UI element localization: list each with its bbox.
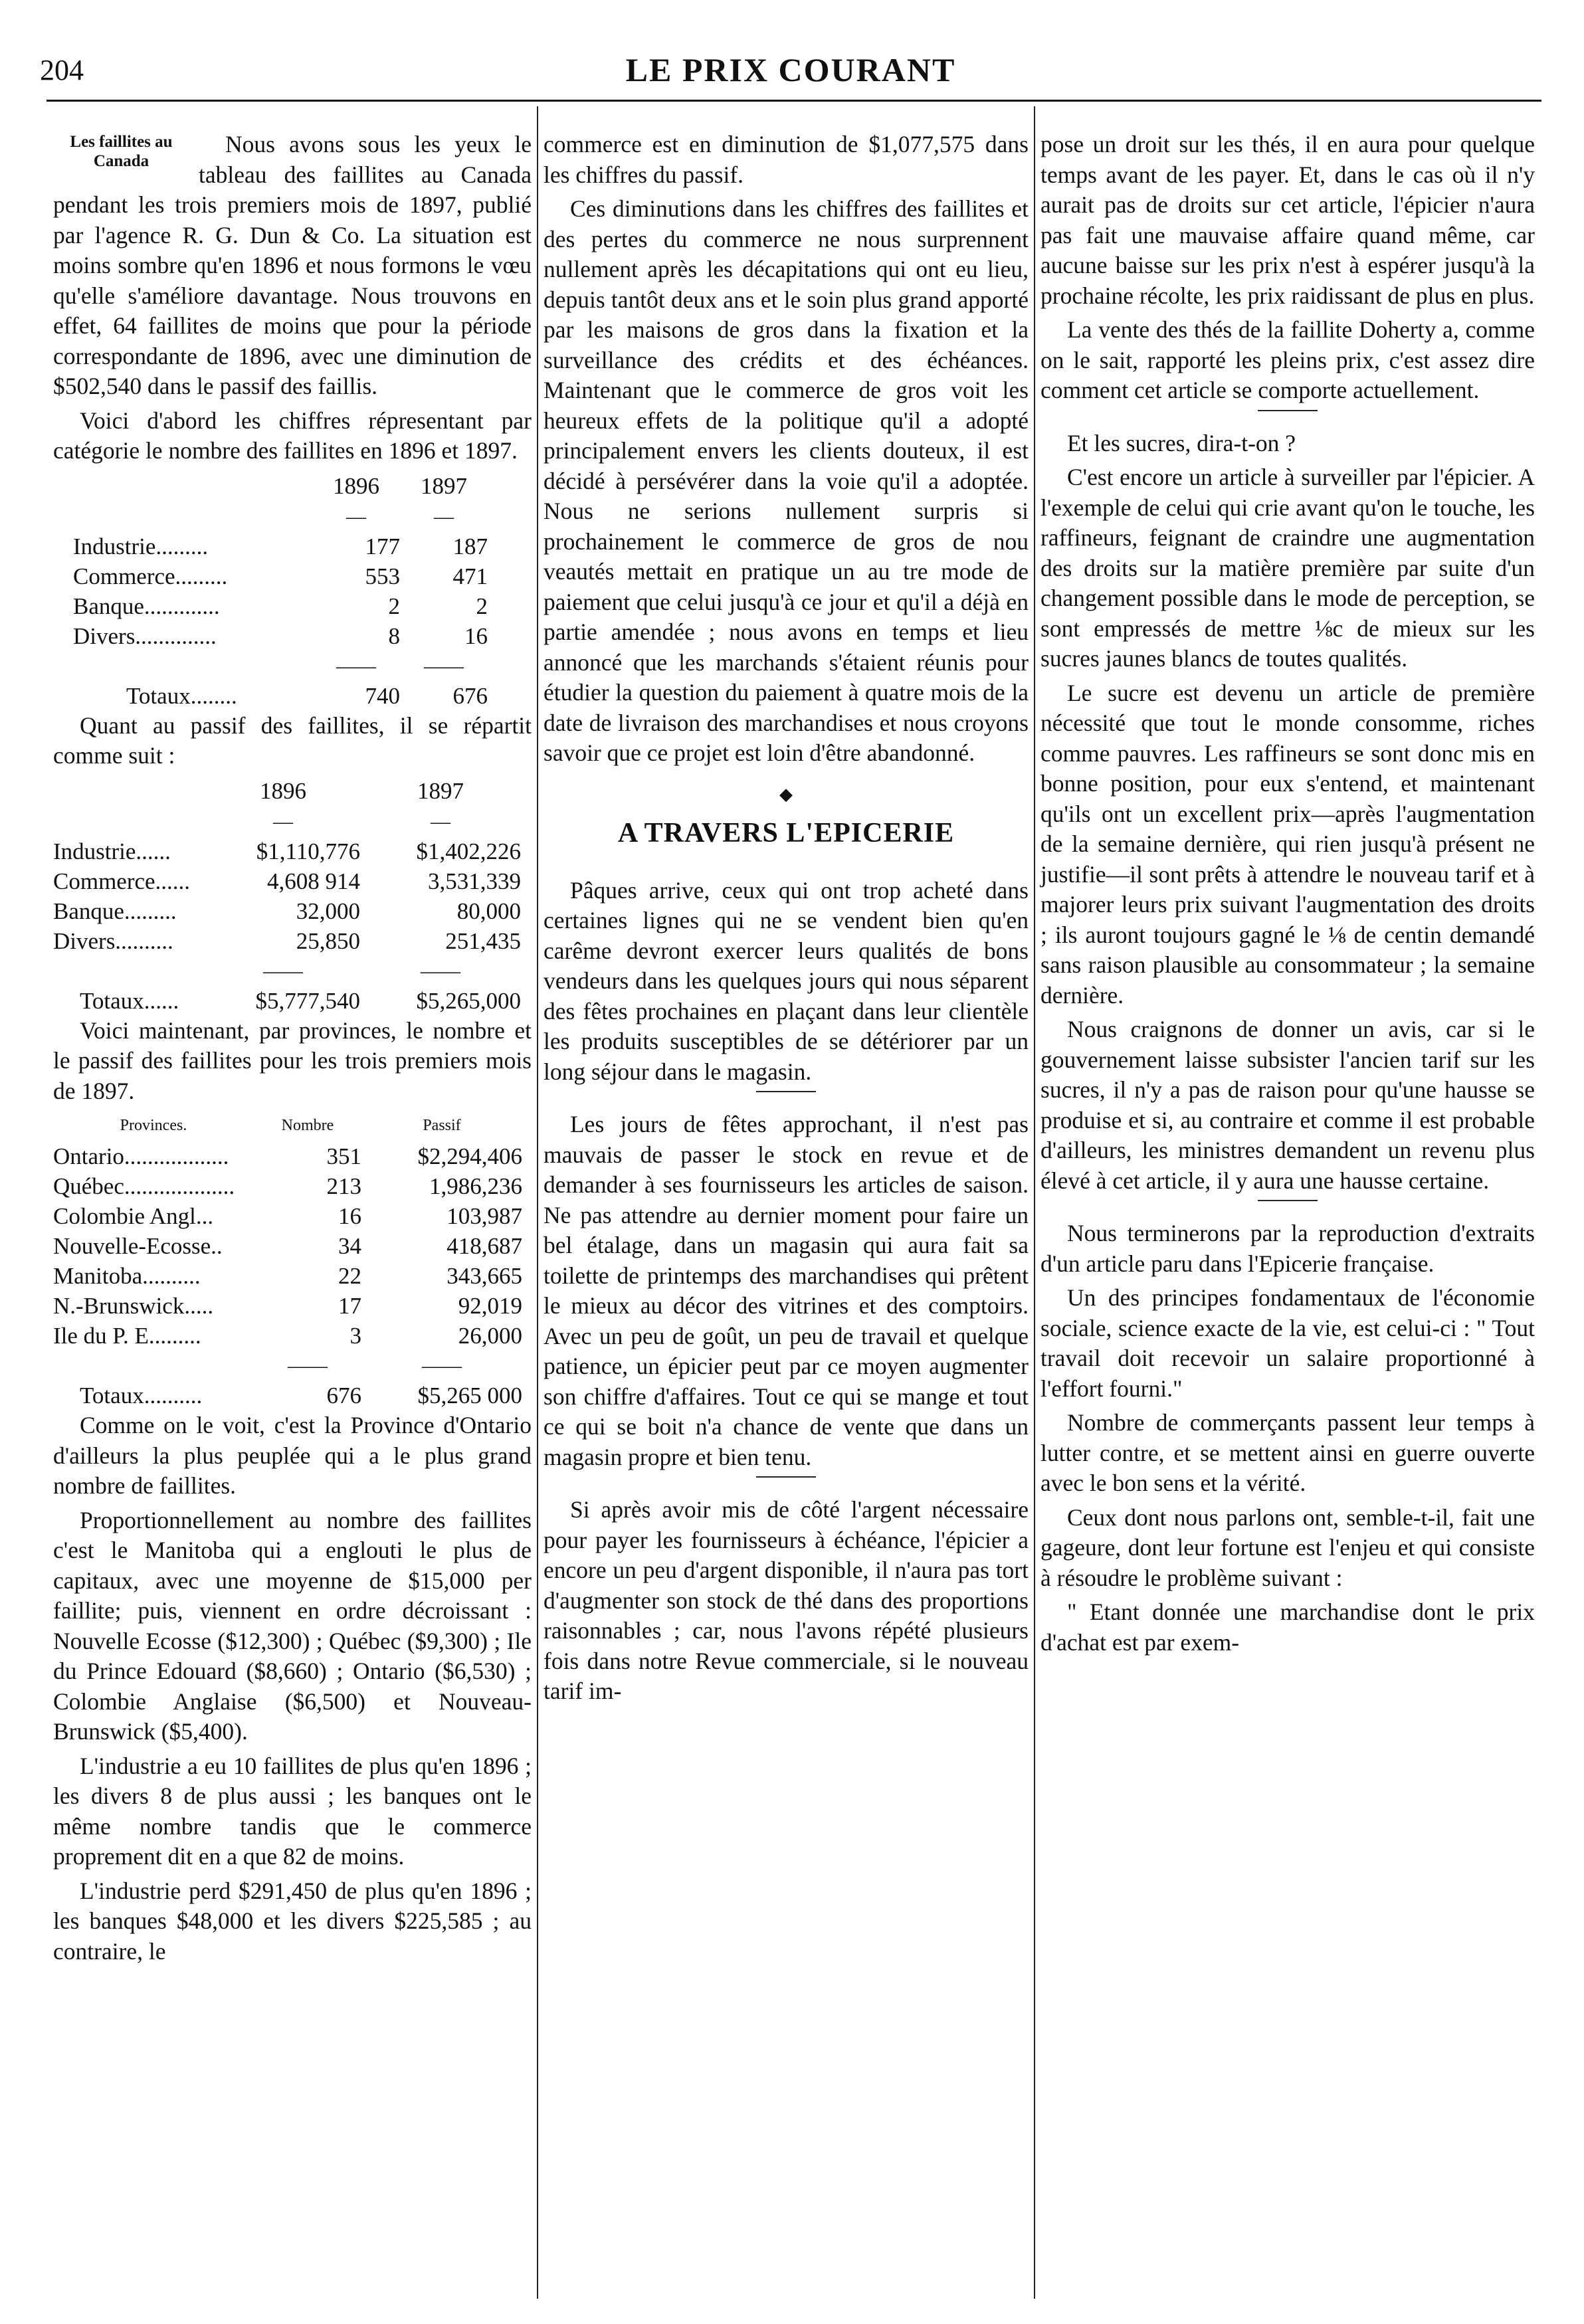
side-heading: Les faillites au Canada: [70, 133, 173, 170]
paragraph: Nous terminerons par la reproduction d'extraits d'un article paru dans l'Epicerie française.: [1040, 1220, 1535, 1277]
paragraph: L'industrie a eu 10 faillites de plus qu'en 1896 ; les divers 8 de plus aussi ; les banques ont le même nombre tandis que le commerce proprement dit en a que 82 de moins.: [53, 1752, 532, 1870]
table-row: Nouvelle-Ecosse.. 34 418,687: [53, 1233, 522, 1259]
paragraph: Quant au passif des faillites, il se répartit comme suit :: [53, 712, 532, 769]
table-row: Manitoba.......... 22 343,665: [53, 1263, 522, 1289]
column-divider: [537, 106, 538, 2299]
paragraph: commerce est en diminution de $1,077,575 dans les chiffres du passif.: [544, 131, 1029, 188]
paragraph: " Etant donnée une marchandise dont le prix d'achat est par exem-: [1040, 1598, 1535, 1656]
paragraph: Voici maintenant, par provinces, le nombre et le passif des faillites pour les trois premiers mois de 1897.: [53, 1017, 532, 1104]
page-header: [40, 47, 1541, 93]
table-faillites-categorie: 1896 1897 — — Industrie......... 177 187 Commerce......... 553 471 Banque............. 2 2 Divers.............. 8 16 —— —— Totaux........ 740 676: [73, 470, 488, 711]
paragraph: Et les sucres, dira-t-on ?: [1067, 429, 1296, 456]
column-3: [1040, 130, 1535, 1662]
page-number: 204: [40, 54, 84, 86]
column-header: 1897: [417, 777, 464, 804]
column-header: 1896: [333, 472, 379, 499]
paragraph: Si après avoir mis de côté l'argent nécessaire pour payer les fournisseurs à échéance, l'épicier a encore un peu d'argent disponible, il n'aura pas tort d'augmenter son stock de thé dans des proportions raisonnables ; car, nous l'avons répété plusieurs fois dans notre Revue commerciale, si le nouveau tarif im-: [544, 1496, 1029, 1704]
paragraph: Comme on le voit, c'est la Province d'Ontario d'ailleurs la plus peuplée qui a le plus grand nombre de faillites.: [53, 1412, 532, 1499]
column-2: [544, 130, 1029, 1711]
column-header: Passif: [423, 1117, 461, 1134]
table-provinces: Provinces. Nombre Passif Ontario.................. 351 $2,294,406 Québec................... 213 1,986,236 Colombie Angl... 16 103,987 Nouvelle-Ecosse.. 34 418,687 Manitoba.......... 22 343,665 N.-Brunswick..... 17 92,019 Ile du P. E......... 3 26,000 —— —— Totaux.......... 676 $5,265 000: [53, 1110, 522, 1410]
paragraph: Nombre de commerçants passent leur temps à lutter contre, et se mettent ainsi en guerre ouverte avec le bon sens et la vérité.: [1040, 1409, 1535, 1496]
paragraph: pose un droit sur les thés, il en aura pour quelque temps avant de les payer. Et, dans le cas où il n'y aurait pas de droits sur cet article, l'épicier n'aura pas fait une mauvaise affaire quand même, car aucune baisse sur les prix n'est à espérer jusqu'à la prochaine récolte, les prix raidissant de plus en plus.: [1040, 131, 1535, 309]
table-total-row: Totaux...... $5,777,540 $5,265,000: [80, 987, 521, 1014]
table-total-row: Totaux........ 740 676: [126, 682, 488, 709]
table-row: Colombie Angl... 16 103,987: [53, 1203, 522, 1229]
table-row: Industrie...... $1,110,776 $1,402,226: [53, 838, 521, 864]
separator-rule: [1258, 1200, 1318, 1201]
section-title: A TRAVERS L'EPICERIE: [617, 818, 955, 848]
paragraph: Voici d'abord les chiffres répresentant par catégorie le nombre des faillites en 1896 et 1897.: [53, 407, 532, 464]
table-total-row: Totaux.......... 676 $5,265 000: [80, 1383, 522, 1408]
paragraph: C'est encore un article à surveiller par l'épicier. A l'exemple de celui qui crie avant qu'on le touche, les raffineurs, feignant de craindre une augmentation des droits sur la matière première par suite d'un changement possible dans le mode de perception, se sont empressés de mettre ⅛c de mieux sur les sucres jaunes blancs de toutes qualités.: [1040, 464, 1535, 672]
table-row: Industrie......... 177 187: [73, 533, 488, 559]
paragraph: Nous craignons de donner un avis, car si le gouvernement laisse subsister l'ancien tarif sur les sucres, il n'y a pas de raison pour qu'une hausse se produise et si, au contraire et comme il est probable d'ailleurs, les ministres demandent un revenu plus élevé à cet article, il y aura une hausse certaine.: [1040, 1016, 1535, 1194]
table-row: Divers.............. 8 16: [73, 623, 488, 649]
table-row: Commerce......... 553 471: [73, 563, 488, 589]
table-row: Divers.......... 25,850 251,435: [53, 927, 521, 954]
separator-rule: [756, 1091, 816, 1092]
paragraph: Ceux dont nous parlons ont, semble-t-il, fait une gageure, dont leur fortune est l'enjeu et qui consiste à résoudre le problème suivant :: [1040, 1503, 1535, 1591]
column-header: Provinces.: [120, 1117, 187, 1134]
table-row: Banque......... 32,000 80,000: [53, 898, 521, 924]
table-row: Ontario.................. 351 $2,294,406: [53, 1143, 522, 1169]
table-row: Banque............. 2 2: [73, 593, 488, 619]
column-divider: [1034, 106, 1035, 2299]
column-header: 1897: [421, 472, 467, 499]
column-1: [53, 130, 532, 1971]
table-row: Commerce...... 4,608 914 3,531,339: [53, 868, 521, 894]
separator-rule: [1258, 410, 1318, 411]
column-header: 1896: [260, 777, 306, 804]
table-passif-categorie: 1896 1897 — — Industrie...... $1,110,776 $1,402,226 Commerce...... 4,608 914 3,531,339 Banque......... 32,000 80,000 Divers.......... 25,850 251,435 —— —— Totaux...... $5,777,540 $5,265,000: [53, 775, 521, 1016]
table-row: N.-Brunswick..... 17 92,019: [53, 1293, 522, 1319]
paragraph: Proportionnellement au nombre des faillites c'est le Manitoba qui a englouti le plus de capitaux, avec une moyenne de $15,000 per faillite; puis, viennent en ordre décroissant : Nouvelle Ecosse ($12,300) ; Québec ($9,300) ; Ile du Prince Edouard ($8,660) ; Ontario ($6,530) ; Colombie Anglaise ($6,500) et Nouveau-Brunswick ($5,400).: [53, 1506, 532, 1745]
paragraph: Ces diminutions dans les chiffres des faillites et des pertes du commerce ne nous surprennent nullement après les décapitations qui ont eu lieu, depuis tantôt deux ans et le soin plus grand apporté par les maisons de gros dans la fixation et la surveillance des crédits et des échéances. Maintenant que le commerce de gros voit les heureux effets de la politique qu'il a adopté principalement envers les clients douteux, il est décidé à persévérer dans la voie qu'il a adoptée. Nous ne serions nullement surpris si prochainement le commerce de gros de nou veautés mettait en pratique un au tre mode de paiement que celui jusqu'à ce jour et qu'il a déjà en partie amendée ; nous avons en temps et lieu annoncé que les marchands s'étaient réunis pour étudier la question du paiement à quatre mois de la date de livraison des marchandises et nous croyons savoir que ce projet est loin d'être abandonné.: [544, 195, 1029, 766]
column-header: Nombre: [281, 1117, 334, 1134]
separator-rule: [756, 1476, 816, 1478]
paragraph: Le sucre est devenu un article de première nécessité que tout le monde consomme, riches comme pauvres. Les raffineurs se sont donc mis en bonne position, pour eux s'entend, et maintenant qu'ils ont un excellent prix—après l'augmentation de la semaine dernière, qui rien jusqu'à présent ne justifie—il sont prêts à attendre le nouveau tarif et à majorer leurs prix suivant l'augmentation des droits ; ils auront toujours gagné le ⅛ de centin demandé sans raison plausible au consommateur ; la semaine dernière.: [1040, 679, 1535, 1009]
running-title: LE PRIX COURANT: [625, 51, 956, 88]
header-rule: [47, 100, 1541, 102]
paragraph: Un des principes fondamentaux de l'économie sociale, science exacte de la vie, est celui-ci : " Tout travail doit recevoir un salaire proportionné à l'effort fourni.": [1040, 1284, 1535, 1402]
table-row: Québec................... 213 1,986,236: [53, 1173, 522, 1199]
table-row: Ile du P. E......... 3 26,000: [53, 1323, 522, 1349]
paragraph: Nous avons sous les yeux le tableau des faillites au Canada pendant les trois premiers mois de 1897, publié par l'agence R. G. Dun & Co. La situation est moins sombre qu'en 1896 et nous formons le vœu qu'elle s'améliore davantage. Nous trouvons en effet, 64 faillites de moins que pour la période correspondante de 1896, avec une diminution de $502,540 dans le passif des faillis.: [53, 131, 532, 399]
paragraph: L'industrie perd $291,450 de plus qu'en 1896 ; les banques $48,000 et les divers $225,585 ; au contraire, le: [53, 1877, 532, 1965]
ornament-diamond-icon: ◆: [779, 784, 793, 804]
paragraph: La vente des thés de la faillite Doherty a, comme on le sait, rapporté les pleins prix, c'est assez dire comment cet article se comporte actuellement.: [1040, 316, 1535, 403]
paragraph: Les jours de fêtes approchant, il n'est pas mauvais de passer le stock en revue et de demander à ses fournisseurs les articles de saison. Ne pas attendre au dernier moment pour faire un bel étalage, dans un magasin qui aura fait sa toilette de printemps des marchandises qui prêtent le mieux au décor des vitrines et des comptoirs. Avec un peu de goût, un peu de travail et quelque patience, un épicier peut par ce moyen augmenter son chiffre d'affaires. Tout ce qui se mange et tout ce qui se boit n'a chance de vente que dans un magasin propre et bien tenu.: [544, 1111, 1029, 1470]
paragraph: Pâques arrive, ceux qui ont trop acheté dans certaines lignes qui ne se vendent bien qu'en carême devront exercer leurs qualités de bons vendeurs dans les quelques jours qui nous séparent des fêtes prochaines en plaçant dans leur clientèle les produits susceptibles de se détériorer par un long séjour dans le magasin.: [544, 876, 1029, 1085]
